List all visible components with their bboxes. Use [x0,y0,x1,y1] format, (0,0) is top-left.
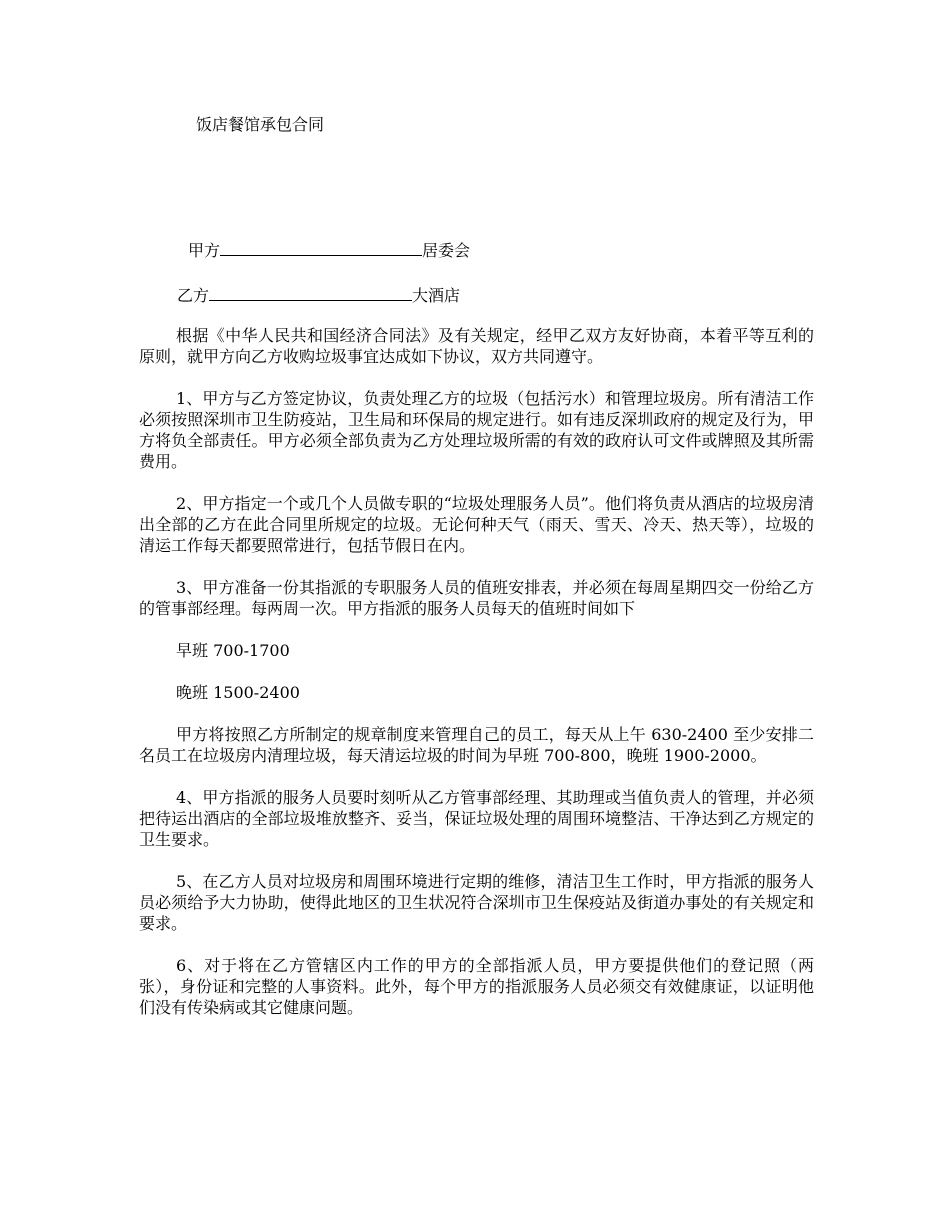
paragraph-clause-5: 5、在乙方人员对垃圾房和周围环境进行定期的维修，清洁卫生工作时，甲方指派的服务人员必须给予大力协助，使得此地区的卫生状况符合深圳市卫生保疫站及街道办事处的有关规定和要求。 [139,872,814,933]
party-a-blank [220,241,422,256]
paragraph-morning-shift: 早班 700-1700 [176,641,290,660]
party-b-line [177,285,460,307]
document-title: 饭店餐馆承包合同 [196,115,325,134]
party-b-label: 乙方 [177,286,210,305]
paragraph-clause-6: 6、对于将在乙方管辖区内工作的甲方的全部指派人员，甲方要提供他们的登记照（两张），身份证和完整的人事资料。此外，每个甲方的指派服务人员必须交有效健康证，以证明他们没有传染病或其它健康问题。 [139,956,814,1017]
party-a-suffix: 居委会 [422,241,471,260]
party-b-suffix: 大酒店 [412,286,461,305]
party-a-line [188,240,470,262]
paragraph-clause-3: 3、甲方准备一份其指派的专职服务人员的值班安排表，并必须在每周星期四交一份给乙方的管事部经理。每两周一次。甲方指派的服务人员每天的值班时间如下 [139,578,814,618]
paragraph-preamble: 根据《中华人民共和国经济合同法》及有关规定，经甲乙双方友好协商，本着平等互利的原则，就甲方向乙方收购垃圾事宜达成如下协议，双方共同遵守。 [139,326,814,366]
party-b-blank [209,286,412,301]
paragraph-evening-shift: 晚班 1500-2400 [176,683,300,702]
paragraph-clause-2: 2、甲方指定一个或几个人员做专职的“垃圾处理服务人员”。他们将负责从酒店的垃圾房清出全部的乙方在此合同里所规定的垃圾。无论何种天气（雨天、雪天、冷天、热天等），垃圾的清运工作每天都要照常进行，包括节假日在内。 [139,494,814,555]
paragraph-clause-1: 1、甲方与乙方签定协议，负责处理乙方的垃圾（包括污水）和管理垃圾房。所有清洁工作必须按照深圳市卫生防疫站，卫生局和环保局的规定进行。如有违反深圳政府的规定及行为，甲方将负全部责任。甲方必须全部负责为乙方处理垃圾所需的有效的政府认可文件或牌照及其所需费用。 [139,389,814,471]
contract-body [139,325,814,1039]
party-a-label: 甲方 [188,241,221,260]
paragraph-clause-4: 4、甲方指派的服务人员要时刻听从乙方管事部经理、其助理或当值负责人的管理，并必须把待运出酒店的全部垃圾堆放整齐、妥当，保证垃圾处理的周围环境整洁、干净达到乙方规定的卫生要求。 [139,788,814,849]
paragraph-staff-schedule: 甲方将按照乙方所制定的规章制度来管理自己的员工，每天从上午 630-2400 至少安排二名员工在垃圾房内清理垃圾，每天清运垃圾的时间为早班 700-800，晚班 1900-2000。 [139,725,814,765]
